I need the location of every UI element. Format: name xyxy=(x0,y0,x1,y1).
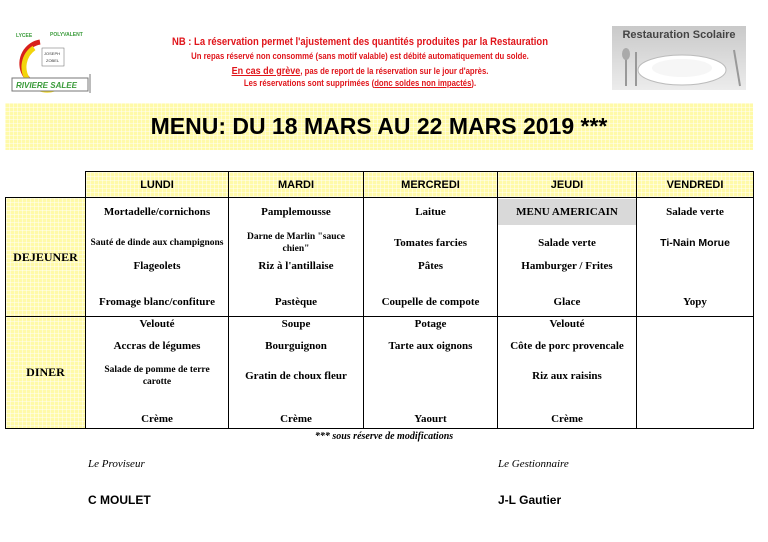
school-logo xyxy=(10,28,94,94)
dish-item: Crème xyxy=(280,413,312,425)
dish-item: Accras de légumes xyxy=(113,340,201,352)
menu-cell-dejeuner-vendredi xyxy=(636,197,754,317)
dish-item: Gratin de choux fleur xyxy=(245,370,347,382)
notice-line-4-start: Les réservations sont supprimées ( xyxy=(243,78,375,88)
menu-cell-dejeuner-mercredi xyxy=(363,197,498,317)
dish-item: Fromage blanc/confiture xyxy=(99,296,215,308)
notice-line-2: Un repas réservé non consommé (sans motif valable) est débité automatiquement du solde. xyxy=(191,51,529,61)
dish-item: Yaourt xyxy=(414,413,447,425)
day-header-mardi: MARDI xyxy=(228,171,364,198)
notice-line-4 xyxy=(154,78,567,88)
dish-item: Soupe xyxy=(281,318,311,330)
proviseur-role: Le Proviseur xyxy=(88,458,145,470)
svg-text:LYCEE: LYCEE xyxy=(16,33,33,39)
restauration-caption: Restauration Scolaire xyxy=(622,29,736,41)
dish-item: Mortadelle/cornichons xyxy=(103,206,211,218)
dish-item: Yopy xyxy=(683,296,707,308)
meal-label-diner: DINER xyxy=(5,316,86,429)
notice-line-3-rest: , pas de report de la réservation sur le jour d'après. xyxy=(300,66,489,76)
dish-item: Crème xyxy=(141,413,173,425)
dish-item: Sauté de dinde aux champignons xyxy=(90,238,224,248)
dish-item: Bourguignon xyxy=(265,340,327,352)
dish-item: Potage xyxy=(414,318,447,330)
dish-item: Pâtes xyxy=(417,260,444,272)
dish-item: MENU AMERICAIN xyxy=(498,199,636,225)
restauration-scolaire-image xyxy=(612,26,746,90)
notice-line-1: NB : La réservation permet l'ajustement des quantités produites par la Restauration xyxy=(171,36,549,48)
dish-item: Pastèque xyxy=(274,296,318,308)
footnote: *** sous réserve de modifications xyxy=(314,431,454,442)
dish-item: Riz aux raisins xyxy=(532,370,602,382)
dish-item: Pamplemousse xyxy=(261,206,331,218)
gestionnaire-name: J-L Gautier xyxy=(498,493,562,507)
dish-item: Salade verte xyxy=(666,206,724,218)
dish-item: Côte de porc provencale xyxy=(510,340,624,352)
notice-line-4-end: ). xyxy=(471,78,477,88)
svg-text:POLYVALENT: POLYVALENT xyxy=(50,32,83,38)
dish-item: Ti-Nain Morue xyxy=(660,237,730,249)
dish-item: Riz à l'antillaise xyxy=(258,260,334,272)
day-header-jeudi: JEUDI xyxy=(497,171,637,198)
proviseur-name: C MOULET xyxy=(88,493,151,507)
dish-item: Velouté xyxy=(139,318,175,330)
dish-item: Tomates farcies xyxy=(393,237,467,249)
gestionnaire-role: Le Gestionnaire xyxy=(498,458,569,470)
dish-item: Laitue xyxy=(415,206,446,218)
menu-cell-diner-lundi xyxy=(85,316,229,429)
menu-cell-diner-mercredi xyxy=(363,316,498,429)
dish-item: Flageolets xyxy=(133,260,181,272)
dish-item: Velouté xyxy=(549,318,585,330)
svg-text:RIVIERE SALEE: RIVIERE SALEE xyxy=(16,81,77,90)
strike-notice: En cas de grève xyxy=(231,65,301,77)
plate-cutlery-icon xyxy=(612,26,746,90)
dish-item: Salade verte xyxy=(538,237,596,249)
menu-cell-diner-vendredi xyxy=(636,316,754,429)
svg-text:ZOBEL: ZOBEL xyxy=(46,58,60,63)
notice-line-4-underlined: donc soldes non impactés xyxy=(374,78,472,88)
svg-text:JOSEPH: JOSEPH xyxy=(44,51,61,56)
dish-item: Darne de Marlin "sauce chien" xyxy=(247,232,345,254)
meal-label-dejeuner: DEJEUNER xyxy=(5,197,86,317)
dish-item: Salade de pomme de terre carotte xyxy=(104,365,210,387)
day-header-mercredi: MERCREDI xyxy=(363,171,498,198)
menu-cell-diner-mardi xyxy=(228,316,364,429)
dish-item: Crème xyxy=(551,413,583,425)
menu-title: MENU: DU 18 MARS AU 22 MARS 2019 *** xyxy=(5,103,753,150)
dish-item: Hamburger / Frites xyxy=(521,260,613,272)
day-header-vendredi: VENDREDI xyxy=(636,171,754,198)
menu-cell-diner-jeudi xyxy=(497,316,637,429)
dish-item: Glace xyxy=(553,296,581,308)
menu-cell-dejeuner-mardi xyxy=(228,197,364,317)
menu-cell-dejeuner-lundi xyxy=(85,197,229,317)
dish-item: Coupelle de compote xyxy=(381,296,480,308)
menu-cell-dejeuner-jeudi xyxy=(497,197,637,317)
notice-line-3 xyxy=(154,65,567,77)
day-header-lundi: LUNDI xyxy=(85,171,229,198)
dish-item: Tarte aux oignons xyxy=(388,340,473,352)
